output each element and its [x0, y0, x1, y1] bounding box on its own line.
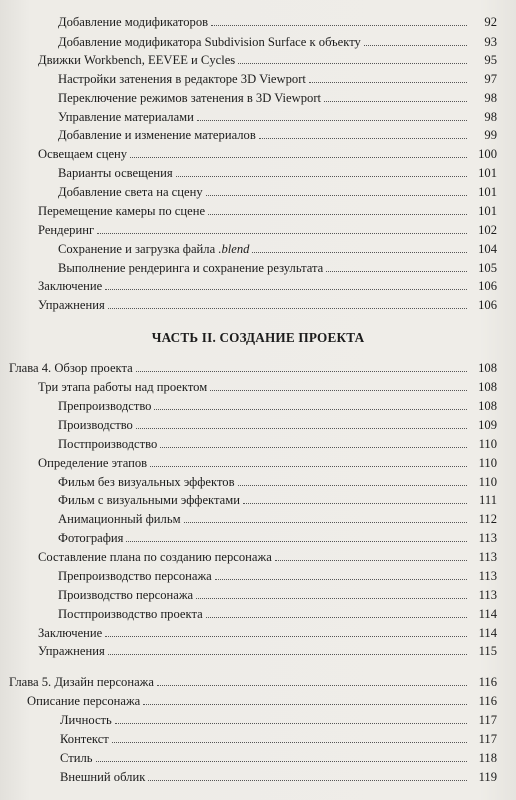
toc-entry[interactable] — [58, 472, 497, 490]
dot-leader — [243, 503, 467, 504]
dot-leader — [210, 390, 467, 391]
toc-chapter-entry[interactable] — [9, 672, 497, 690]
dot-leader — [206, 617, 467, 618]
toc-entry[interactable] — [58, 107, 497, 125]
toc-entry-title: Анимационный фильм — [58, 512, 181, 526]
toc-entry-title: Движки Workbench, EEVEE и Cycles — [38, 53, 236, 67]
toc-page-number: 109 — [478, 418, 497, 432]
toc-entry[interactable] — [38, 547, 497, 565]
toc-entry-title: Препроизводство — [58, 399, 152, 413]
toc-entry[interactable] — [38, 144, 497, 162]
toc-entry[interactable] — [60, 767, 497, 785]
dot-leader — [150, 466, 467, 467]
toc-entry[interactable] — [58, 258, 497, 276]
dot-leader — [136, 428, 467, 429]
toc-entry[interactable] — [58, 528, 497, 546]
toc-entry-title: Упражнения — [38, 644, 105, 658]
dot-leader — [143, 704, 467, 705]
toc-entry-title: Перемещение камеры по сцене — [38, 204, 206, 218]
toc-entry[interactable] — [58, 490, 497, 508]
dot-leader — [148, 780, 467, 781]
toc-page-number: 101 — [478, 204, 497, 218]
toc-entry-title: Добавление света на сцену — [58, 185, 203, 199]
toc-page-number: 112 — [478, 512, 497, 526]
toc-entry[interactable] — [58, 509, 497, 527]
dot-leader — [211, 25, 467, 26]
dot-leader — [275, 560, 467, 561]
toc-page-number: 110 — [478, 475, 497, 489]
dot-leader — [364, 45, 467, 46]
toc-entry[interactable] — [58, 125, 497, 143]
toc-entry-title: Препроизводство персонажа — [58, 569, 212, 583]
toc-page-number: 117 — [478, 713, 497, 727]
dot-leader — [176, 176, 467, 177]
toc-page-number: 98 — [484, 110, 497, 124]
toc-page-number: 119 — [478, 770, 497, 784]
toc-entry[interactable] — [58, 415, 497, 433]
toc-entry-title: Определение этапов — [38, 456, 148, 470]
toc-page-number: 110 — [478, 437, 497, 451]
dot-leader — [108, 654, 467, 655]
toc-entry-title: Три этапа работы над проектом — [38, 380, 208, 394]
toc-page-number: 116 — [478, 675, 497, 689]
toc-page-number: 108 — [478, 399, 497, 413]
toc-entry-title: Добавление и изменение материалов — [58, 128, 256, 142]
dot-leader — [105, 289, 467, 290]
dot-leader — [97, 233, 467, 234]
toc-entry-title: Постпроизводство проекта — [58, 607, 203, 621]
dot-leader — [326, 271, 467, 272]
toc-page-number: 113 — [478, 531, 497, 545]
dot-leader — [130, 157, 467, 158]
toc-page-number: 113 — [478, 569, 497, 583]
dot-leader — [108, 308, 467, 309]
dot-leader — [197, 120, 467, 121]
dot-leader — [206, 195, 467, 196]
toc-entry-title: Производство — [58, 418, 133, 432]
toc-page-number: 99 — [484, 128, 497, 142]
toc-entry-title: Добавление модификатора Subdivision Surface к объекту — [58, 35, 361, 49]
toc-entry-title: Управление материалами — [58, 110, 194, 124]
toc-page-number: 114 — [478, 626, 497, 640]
toc-chapter-entry[interactable] — [9, 358, 497, 376]
toc-entry[interactable] — [58, 604, 497, 622]
toc-page-number: 113 — [478, 588, 497, 602]
dot-leader — [115, 723, 467, 724]
toc-entry-title: Фильм без визуальных эффектов — [58, 475, 235, 489]
toc-entry[interactable] — [58, 566, 497, 584]
dot-leader — [324, 101, 467, 102]
toc-entry-title — [58, 241, 252, 257]
toc-page-number: 106 — [478, 279, 497, 293]
toc-entry[interactable] — [58, 434, 497, 452]
toc-entry[interactable] — [58, 12, 497, 30]
toc-entry-title: Составление плана по созданию персонажа — [38, 550, 272, 564]
toc-entry[interactable] — [60, 729, 497, 747]
toc-entry-title: Рендеринг — [38, 223, 95, 237]
toc-entry[interactable] — [60, 748, 497, 766]
toc-entry[interactable] — [58, 396, 497, 414]
dot-leader — [105, 636, 467, 637]
dot-leader — [126, 541, 467, 542]
toc-page-number: 113 — [478, 550, 497, 564]
toc-entry-title: Заключение — [38, 626, 103, 640]
toc-entry-title: Личность — [60, 713, 112, 727]
toc-entry-title: Фильм с визуальными эффектами — [58, 493, 240, 507]
dot-leader — [154, 409, 467, 410]
toc-page-number: 100 — [478, 147, 497, 161]
toc-page-number: 97 — [484, 72, 497, 86]
toc-entry[interactable] — [58, 239, 497, 257]
dot-leader — [196, 598, 467, 599]
toc-entry-title: Освещаем сцену — [38, 147, 128, 161]
toc-entry[interactable] — [38, 623, 497, 641]
toc-entry-title: Глава 5. Дизайн персонажа — [9, 675, 154, 689]
toc-entry[interactable] — [38, 641, 497, 659]
toc-entry[interactable] — [58, 32, 497, 50]
dot-leader — [309, 82, 467, 83]
toc-page-number: 101 — [478, 166, 497, 180]
toc-page-number: 118 — [478, 751, 497, 765]
dot-leader — [208, 214, 467, 215]
dot-leader — [184, 522, 467, 523]
toc-entry-title: Глава 4. Обзор проекта — [9, 361, 133, 375]
toc-entry-title: Заключение — [38, 279, 103, 293]
dot-leader — [157, 685, 467, 686]
toc-page-number: 117 — [478, 732, 497, 746]
toc-entry[interactable] — [58, 88, 497, 106]
toc-entry-title: Выполнение рендеринга и сохранение результата — [58, 261, 324, 275]
toc-page-number: 114 — [478, 607, 497, 621]
toc-entry-title: Фотография — [58, 531, 124, 545]
toc-page-number: 93 — [484, 35, 497, 49]
toc-page-number: 116 — [478, 694, 497, 708]
toc-entry-title: Внешний облик — [60, 770, 146, 784]
toc-page-number: 110 — [478, 456, 497, 470]
dot-leader — [112, 742, 467, 743]
toc-page-number: 104 — [478, 242, 497, 256]
dot-leader — [259, 138, 467, 139]
toc-entry[interactable] — [38, 50, 497, 68]
dot-leader — [136, 371, 467, 372]
toc-entry[interactable] — [38, 295, 497, 313]
dot-leader — [238, 485, 467, 486]
toc-page-number: 115 — [478, 644, 497, 658]
toc-entry[interactable] — [58, 585, 497, 603]
toc-entry-title: Стиль — [60, 751, 93, 765]
toc-page-number: 108 — [478, 361, 497, 375]
toc-entry-title: Переключение режимов затенения в 3D Viewport — [58, 91, 322, 105]
toc-entry[interactable] — [60, 710, 497, 728]
toc-page-number: 108 — [478, 380, 497, 394]
dot-leader — [252, 252, 467, 253]
dot-leader — [96, 761, 467, 762]
toc-entry[interactable] — [58, 182, 497, 200]
toc-entry[interactable] — [38, 220, 497, 238]
toc-page-number: 95 — [484, 53, 497, 67]
toc-entry-title: Варианты освещения — [58, 166, 173, 180]
toc-entry-title: Постпроизводство — [58, 437, 158, 451]
toc-entry-title: Контекст — [60, 732, 109, 746]
toc-entry[interactable] — [38, 453, 497, 471]
toc-page-number: 106 — [478, 298, 497, 312]
dot-leader — [238, 63, 467, 64]
toc-entry-title: Производство персонажа — [58, 588, 194, 602]
toc-entry-title-text: Сохранение и загрузка файла — [58, 242, 219, 256]
toc-entry-title: Настройки затенения в редакторе 3D Viewport — [58, 72, 306, 86]
toc-page-number: 98 — [484, 91, 497, 105]
toc-entry[interactable] — [58, 69, 497, 87]
toc-entry[interactable] — [38, 377, 497, 395]
toc-page-number: 105 — [478, 261, 497, 275]
toc-page-number: 102 — [478, 223, 497, 237]
part-heading: ЧАСТЬ II. СОЗДАНИЕ ПРОЕКТА — [151, 330, 365, 345]
toc-page-number: 111 — [479, 493, 497, 507]
toc-page-number: 92 — [484, 15, 497, 29]
toc-entry[interactable] — [38, 276, 497, 294]
toc-entry[interactable] — [27, 691, 497, 709]
dot-leader — [215, 579, 467, 580]
toc-entry-title: Упражнения — [38, 298, 105, 312]
toc-entry[interactable] — [58, 163, 497, 181]
toc-entry-title: Добавление модификаторов — [58, 15, 209, 29]
toc-page-number: 101 — [478, 185, 497, 199]
toc-entry-title: Описание персонажа — [27, 694, 141, 708]
file-extension: .blend — [218, 242, 250, 256]
toc-entry[interactable] — [38, 201, 497, 219]
dot-leader — [160, 447, 467, 448]
